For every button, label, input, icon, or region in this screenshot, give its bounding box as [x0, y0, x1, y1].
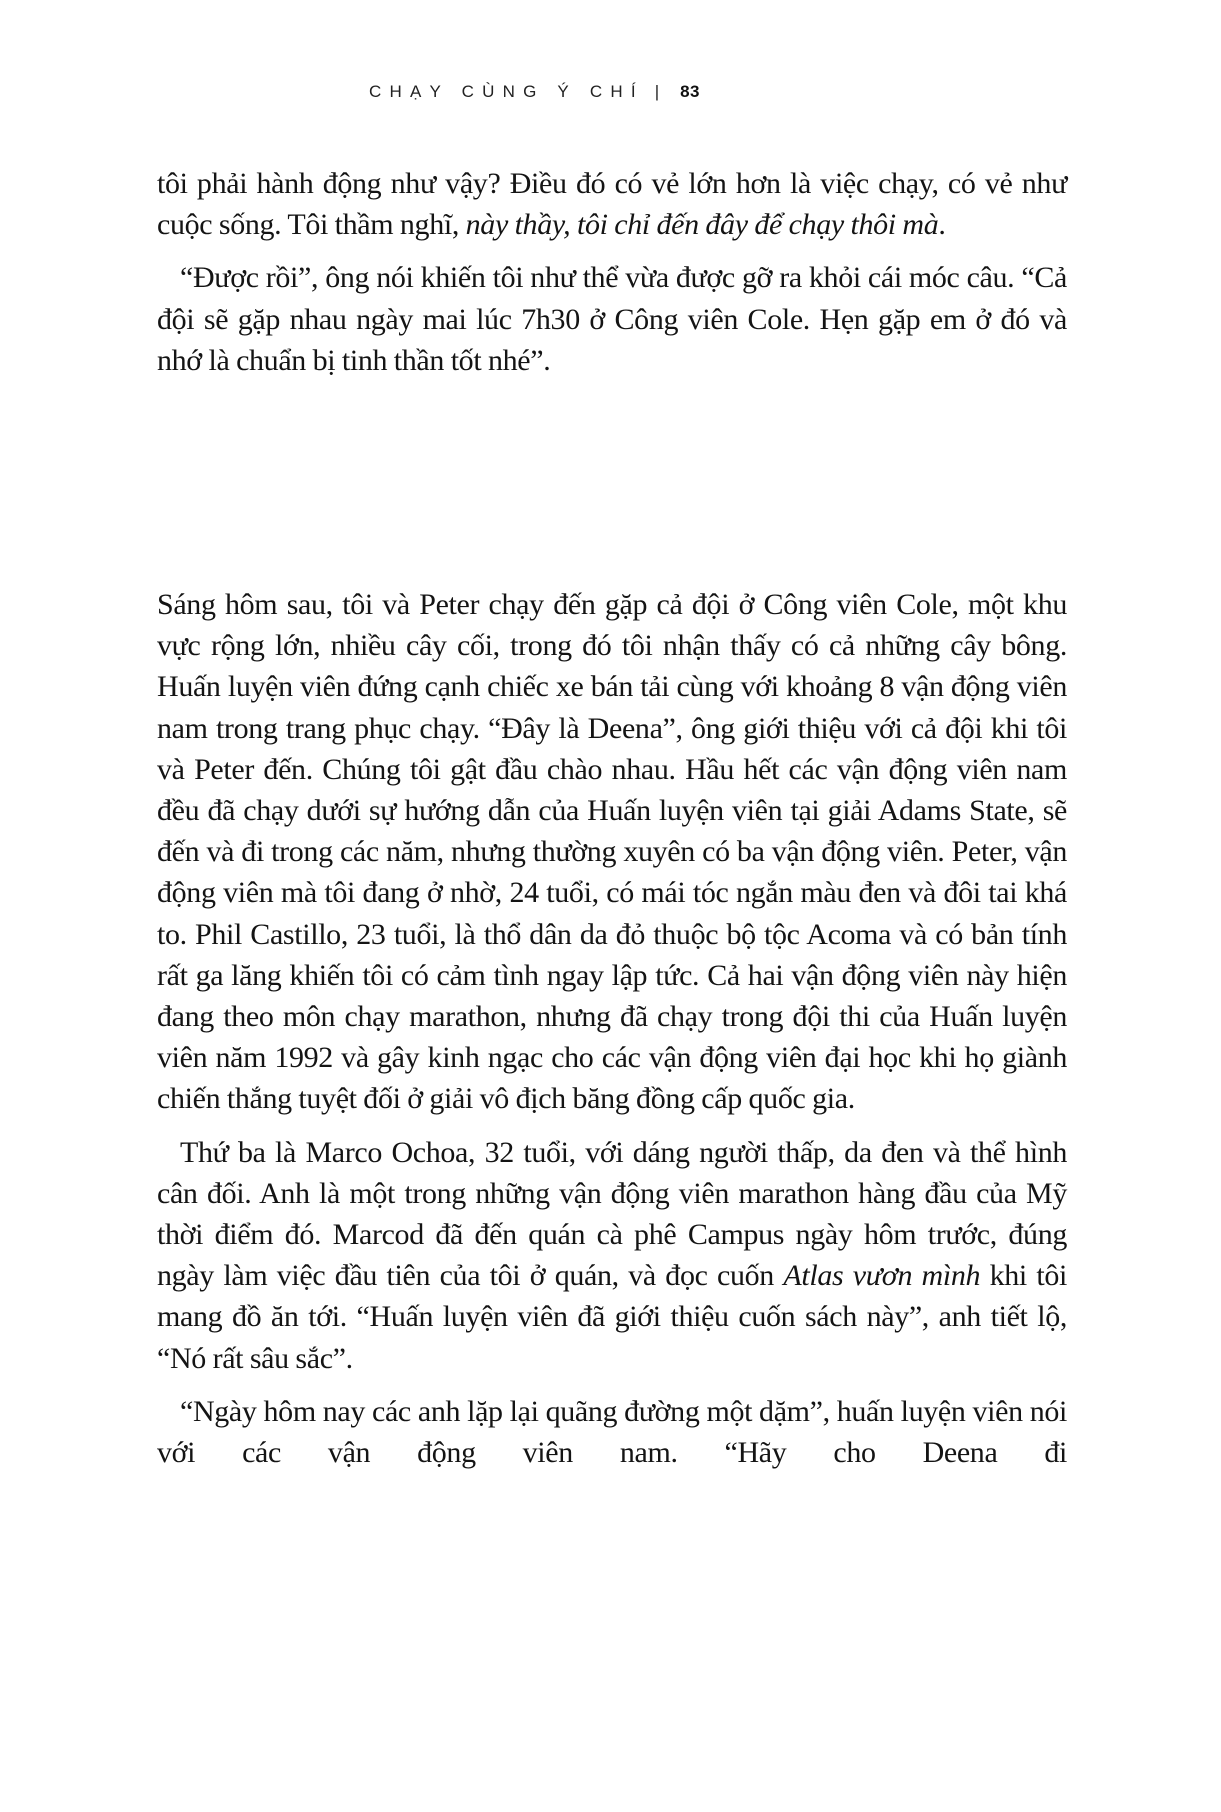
paragraph-text: tôi phải hành động như vậy? Điều đó có vẻ lớn hơn là việc chạy, có vẻ như cuộc sống. Tôi thầm nghĩ,	[157, 167, 1067, 242]
paragraph-text: khi tôi mang đồ ăn tới. “Huấn luyện viên đã giới thiệu cuốn sách này”, anh tiết lộ, “Nó rất sâu sắc”.	[157, 1259, 1068, 1375]
page-number: 83	[680, 82, 700, 101]
running-header	[369, 80, 699, 104]
book-title: CHẠY CÙNG Ý CHÍ	[369, 82, 644, 101]
book-title-italic: Atlas vươn mình	[783, 1259, 981, 1293]
paragraph: “Ngày hôm nay các anh lặp lại quãng đường một dặm”, huấn luyện viên nói với các vận động viên nam. “Hãy cho Deena đi	[157, 1394, 1067, 1470]
paragraph: “Được rồi”, ông nói khiến tôi như thể vừa được gỡ ra khỏi cái móc câu. “Cả đội sẽ gặp nhau ngày mai lúc 7h30 ở Công viên Cole. Hẹn gặp em ở đó và nhớ là chuẩn bị tinh thần tốt nhé”.	[157, 261, 1067, 377]
header-separator: |	[654, 82, 660, 101]
paragraph: Sáng hôm sau, tôi và Peter chạy đến gặp cả đội ở Công viên Cole, một khu vực rộng lớn, nhiều cây cối, trong đó tôi nhận thấy có cả những cây bông. Huấn luyện viên đứng cạnh chiếc xe bán tải cùng với khoảng 8 vận động viên nam trong trang phục chạy. “Đây là Deena”, ông giới thiệu với cả đội khi tôi và Peter đến. Chúng tôi gật đầu chào nhau. Hầu hết các vận động viên nam đều đã chạy dưới sự hướng dẫn của Huấn luyện viên tại giải Adams State, sẽ đến và đi trong các năm, nhưng thường xuyên có ba vận động viên. Peter, vận động viên mà tôi đang ở nhờ, 24 tuổi, có mái tóc ngắn màu đen và đôi tai khá to. Phil Castillo, 23 tuổi, là thổ dân da đỏ thuộc bộ tộc Acoma và có bản tính rất ga lăng khiến tôi có cảm tình ngay lập tức. Cả hai vận động viên này hiện đang theo môn chạy marathon, nhưng đã chạy trong đội thi của Huấn luyện viên năm 1992 và gây kinh ngạc cho các vận động viên đại học khi họ giành chiến thắng tuyệt đối ở giải vô địch băng đồng cấp quốc gia.	[157, 588, 1067, 1116]
paragraph-text: Thứ ba là Marco Ochoa, 32 tuổi, với dáng người thấp, da đen và thể hình cân đối. Anh là một trong những vận động viên marathon hàng đầu của Mỹ thời điểm đó. Marcod đã đến quán cà phê Campus ngày hôm trước, đúng ngày làm việc đầu tiên của tôi ở quán, và đọc cuốn	[157, 1135, 1067, 1293]
text-block-new-section	[157, 584, 1067, 1473]
paragraph-text: .	[938, 208, 946, 242]
italic-thought: này thầy, tôi chỉ đến đây để chạy thôi mà	[465, 208, 939, 242]
text-block-continued	[157, 163, 1067, 381]
paragraph	[157, 1132, 1067, 1379]
paragraph	[157, 163, 1067, 245]
